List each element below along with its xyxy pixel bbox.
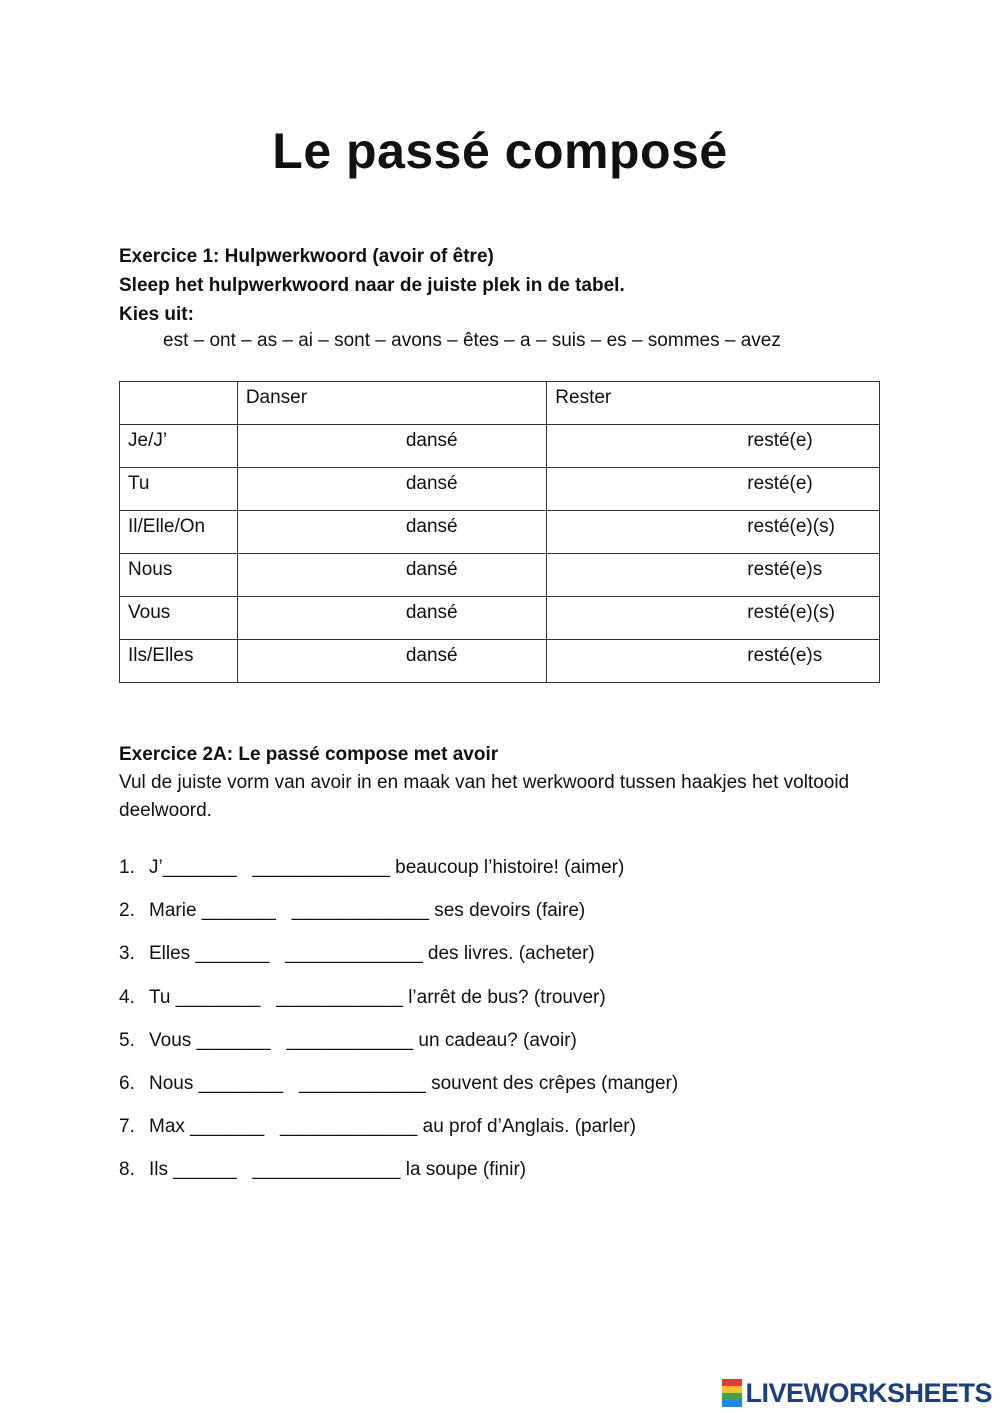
subject-cell: Vous — [120, 597, 238, 640]
exercise-1-heading: Exercice 1: Hulpwerkwoord (avoir of être) — [119, 246, 494, 267]
subject-cell: Nous — [120, 554, 238, 597]
rester-drop-cell[interactable] — [547, 554, 880, 597]
rester-drop-cell[interactable] — [547, 597, 880, 640]
table-row — [120, 554, 880, 597]
list-item[interactable] — [119, 984, 678, 1027]
item-sentence: Vous _______ ____________ un cadeau? (avoir) — [149, 1029, 577, 1051]
list-item[interactable] — [119, 854, 678, 897]
table-row — [120, 511, 880, 554]
page-title: Le passé composé — [272, 123, 728, 179]
item-sentence: Max _______ _____________ au prof d’Anglais. (parler) — [149, 1116, 636, 1138]
list-item[interactable] — [119, 1070, 678, 1113]
participle-reste: resté(e)(s) — [747, 516, 835, 537]
liveworksheets-brand — [722, 1376, 992, 1410]
header-empty-cell — [120, 382, 238, 425]
item-sentence: Marie _______ _____________ ses devoirs (faire) — [149, 900, 586, 922]
subject-cell: Il/Elle/On — [120, 511, 238, 554]
list-item[interactable] — [119, 940, 678, 983]
header-rester: Rester — [547, 382, 880, 425]
rester-drop-cell[interactable] — [547, 640, 880, 683]
danser-drop-cell[interactable] — [237, 468, 546, 511]
participle-danse: dansé — [405, 559, 458, 580]
item-sentence: Elles _______ _____________ des livres. (acheter) — [149, 943, 595, 965]
header-danser: Danser — [237, 382, 546, 425]
exercise-2-instruction: Vul de juiste vorm van avoir in en maak van het werkwoord tussen haakjes het voltooid deelwoord. — [119, 772, 850, 821]
danser-drop-cell[interactable] — [237, 640, 546, 683]
conjugation-table — [119, 381, 880, 683]
subject-cell: Je/J’ — [120, 425, 238, 468]
exercise-1-instruction: Sleep het hulpwerkwoord naar de juiste plek in de tabel. — [119, 275, 625, 296]
item-number: 3. — [119, 943, 135, 965]
item-number: 4. — [119, 986, 135, 1008]
participle-reste: resté(e) — [747, 473, 813, 494]
participle-reste: resté(e) — [747, 430, 813, 451]
participle-danse: dansé — [405, 645, 458, 666]
item-number: 7. — [119, 1116, 135, 1138]
answer-choices: est – ont – as – ai – sont – avons – êtes – a – suis – es – sommes – avez — [163, 330, 781, 351]
danser-drop-cell[interactable] — [237, 597, 546, 640]
item-sentence: Ils ______ ______________ la soupe (finir) — [149, 1159, 527, 1181]
exercise-2-list — [119, 854, 678, 1200]
danser-drop-cell[interactable] — [237, 554, 546, 597]
item-number: 8. — [119, 1159, 135, 1181]
table-row — [120, 468, 880, 511]
danser-drop-cell[interactable] — [237, 511, 546, 554]
participle-danse: dansé — [405, 473, 458, 494]
participle-danse: dansé — [405, 516, 458, 537]
list-item[interactable] — [119, 897, 678, 940]
exercise-2-heading: Exercice 2A: Le passé compose met avoir — [119, 744, 499, 765]
item-number: 5. — [119, 1029, 135, 1051]
subject-cell: Ils/Elles — [120, 640, 238, 683]
table-header-row — [120, 382, 880, 425]
choose-label: Kies uit: — [119, 304, 194, 325]
brand-name: LIVEWORKSHEETS — [745, 1377, 992, 1408]
rester-drop-cell[interactable] — [547, 468, 880, 511]
liveworksheets-logo-icon — [722, 1379, 742, 1407]
list-item[interactable] — [119, 1113, 678, 1156]
exercise-1-header — [119, 242, 625, 329]
subject-cell: Tu — [120, 468, 238, 511]
item-sentence: Nous ________ ____________ souvent des crêpes (manger) — [149, 1072, 679, 1094]
table-row — [120, 425, 880, 468]
list-item[interactable] — [119, 1027, 678, 1070]
list-item[interactable] — [119, 1156, 678, 1199]
participle-reste: resté(e)s — [747, 559, 823, 580]
participle-reste: resté(e)s — [747, 645, 823, 666]
table-row — [120, 640, 880, 683]
rester-drop-cell[interactable] — [547, 511, 880, 554]
item-sentence: Tu ________ ____________ l’arrêt de bus? (trouver) — [149, 986, 606, 1008]
rester-drop-cell[interactable] — [547, 425, 880, 468]
item-sentence: J’_______ _____________ beaucoup l’histoire! (aimer) — [149, 857, 625, 878]
participle-reste: resté(e)(s) — [747, 602, 835, 623]
participle-danse: dansé — [405, 430, 458, 451]
exercise-2-header — [119, 741, 899, 825]
item-number: 2. — [119, 900, 135, 922]
item-number: 1. — [119, 857, 135, 878]
item-number: 6. — [119, 1072, 135, 1094]
table-row — [120, 597, 880, 640]
danser-drop-cell[interactable] — [237, 425, 546, 468]
participle-danse: dansé — [405, 602, 458, 623]
